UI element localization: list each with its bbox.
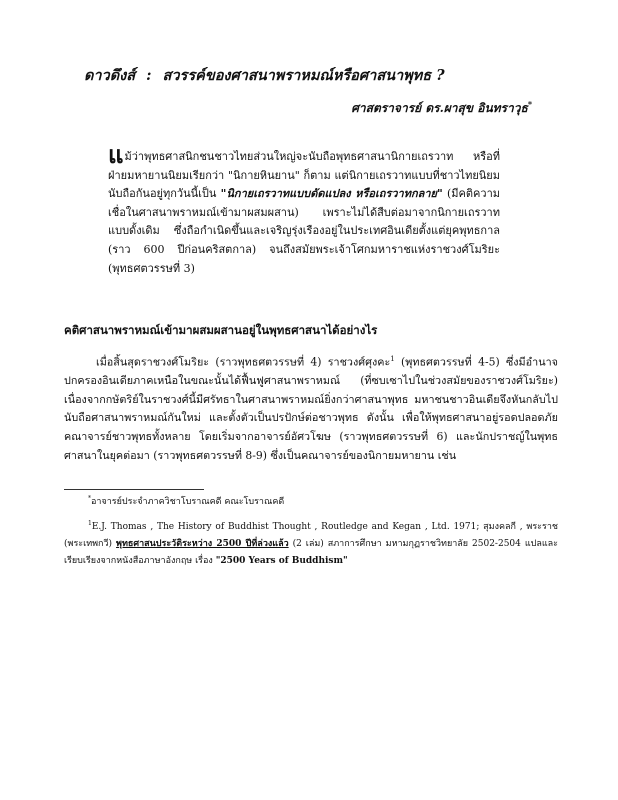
author-footnote-mark: *	[527, 99, 532, 109]
body-paragraph	[64, 350, 558, 465]
footnote-1-mark: *	[88, 495, 91, 502]
drop-cap: แ	[108, 140, 124, 169]
footnote-2-text-c: (2 เล่ม) สภาการศึกษา มหามกุฏราชวิทยาลัย 2502-2504 แปลและเรียบเรียงจากหนังสือภาษาอังกฤษ เรื่อง	[64, 539, 558, 566]
footnote-2-text-a: E.J. Thomas , The History of Buddhist Thought , Routledge and Kegan , Ltd. 1971; สุมงคลกี , พระราช (พระเทพกวี)	[64, 522, 558, 549]
section-heading: คติศาสนาพราหมณ์เข้ามาผสมผสานอยู่ในพุทธศาสนาได้อย่างไร	[64, 323, 378, 337]
author-line	[351, 99, 532, 118]
body-text-2: (พุทธศตวรรษที่ 4-5) ซึ่งมีอำนาจปกครองอินเดียภาคเหนือในขณะนั้นได้ฟื้นฟูศาสนาพราหมณ์ (ที่ซบเซาไปในช่วงสมัยของราชวงศ์โมริยะ) เนื่องจากกษัตริย์ในราชวงศ์นี้มีศรัทธาในศาสนาพราหมณ์ยิ่งกว่าศาสนาพุทธ มหาชนชาวอินเดียจึงหันกลับไปนับถือศาสนาพราหมณ์กันใหม่ และตั้งตัวเป็นปรปักษ์ต่อชาวพุทธ ดังนั้น เพื่อให้พุทธศาสนาอยู่รอดปลอดภัย คณาจารย์ชาวพุทธทั้งหลาย โดยเริ่มจากอาจารย์อัศวโฆษ (ราวพุทธศตวรรษที่ 6) และนักปราชญ์ในพุทธศาสนาในยุคต่อมา (ราวพุทธศตวรรษที่ 8-9) ซึ่งเป็นคณาจารย์ของนิกายมหายาน เช่น	[64, 355, 558, 462]
intro-text-1: ม้ว่าพุทธศาสนิกชนชาวไทยส่วนใหญ่จะนับถือพุทธศาสนานิกายเถรวาท หรือที่ฝ่ายมหายานนิยมเรียกว่า "นิกายหินยาน" ก็ตาม แต่นิกายเถรวาทแบบที่ชาวไทยนิยมนับถือกันอยู่ทุกวันนี้เป็น	[108, 150, 500, 201]
footnote-2-mark: 1	[88, 520, 92, 527]
footnote-1	[88, 494, 284, 508]
footnote-divider	[64, 489, 204, 490]
body-footnote-ref: 1	[390, 355, 395, 363]
footnote-1-text: อาจารย์ประจำภาควิชาโบราณคดี คณะโบราณคดี	[91, 497, 285, 507]
body-text-1: เมื่อสิ้นสุดราชวงศ์โมริยะ (ราวพุทธศตวรรษที่ 4) ราชวงศ์ศุงคะ	[96, 355, 391, 369]
intro-emphasis: "นิกายเถรวาทแบบดัดแปลง หรือเถรวาทกลาย"	[220, 187, 443, 201]
intro-text-2: (มีคติความเชื่อในศาสนาพราหมณ์เข้ามาผสมผสาน) เพราะไม่ได้สืบต่อมาจากนิกายเถรวาทแบบดั้งเดิม ซึ่งถือกำเนิดขึ้นและเจริญรุ่งเรืองอยู่ในประเทศอินเดียตั้งแต่ยุคพุทธกาล (ราว 600 ปีก่อนคริสตกาล) จนถึงสมัยพระเจ้าโศกมหาราชแห่งราชวงศ์โมริยะ (พุทธศตวรรษที่ 3)	[108, 187, 501, 275]
title-right: สวรรค์ของศาสนาพราหมณ์หรือศาสนาพุทธ ?	[162, 67, 445, 84]
title-separator: :	[146, 67, 152, 84]
footnote-2	[64, 515, 558, 570]
article-title	[84, 64, 564, 87]
title-left: ดาวดึงส์	[84, 67, 136, 84]
footnote-2-english-title: "2500 Years of Buddhism"	[215, 556, 348, 566]
intro-paragraph	[108, 140, 501, 278]
author-name: ศาสตราจารย์ ดร.ผาสุข อินทราวุธ	[351, 101, 528, 115]
footnote-2-book-title: พุทธศาสนประวัติระหว่าง 2500 ปีที่ล่วงแล้ว	[116, 539, 289, 549]
